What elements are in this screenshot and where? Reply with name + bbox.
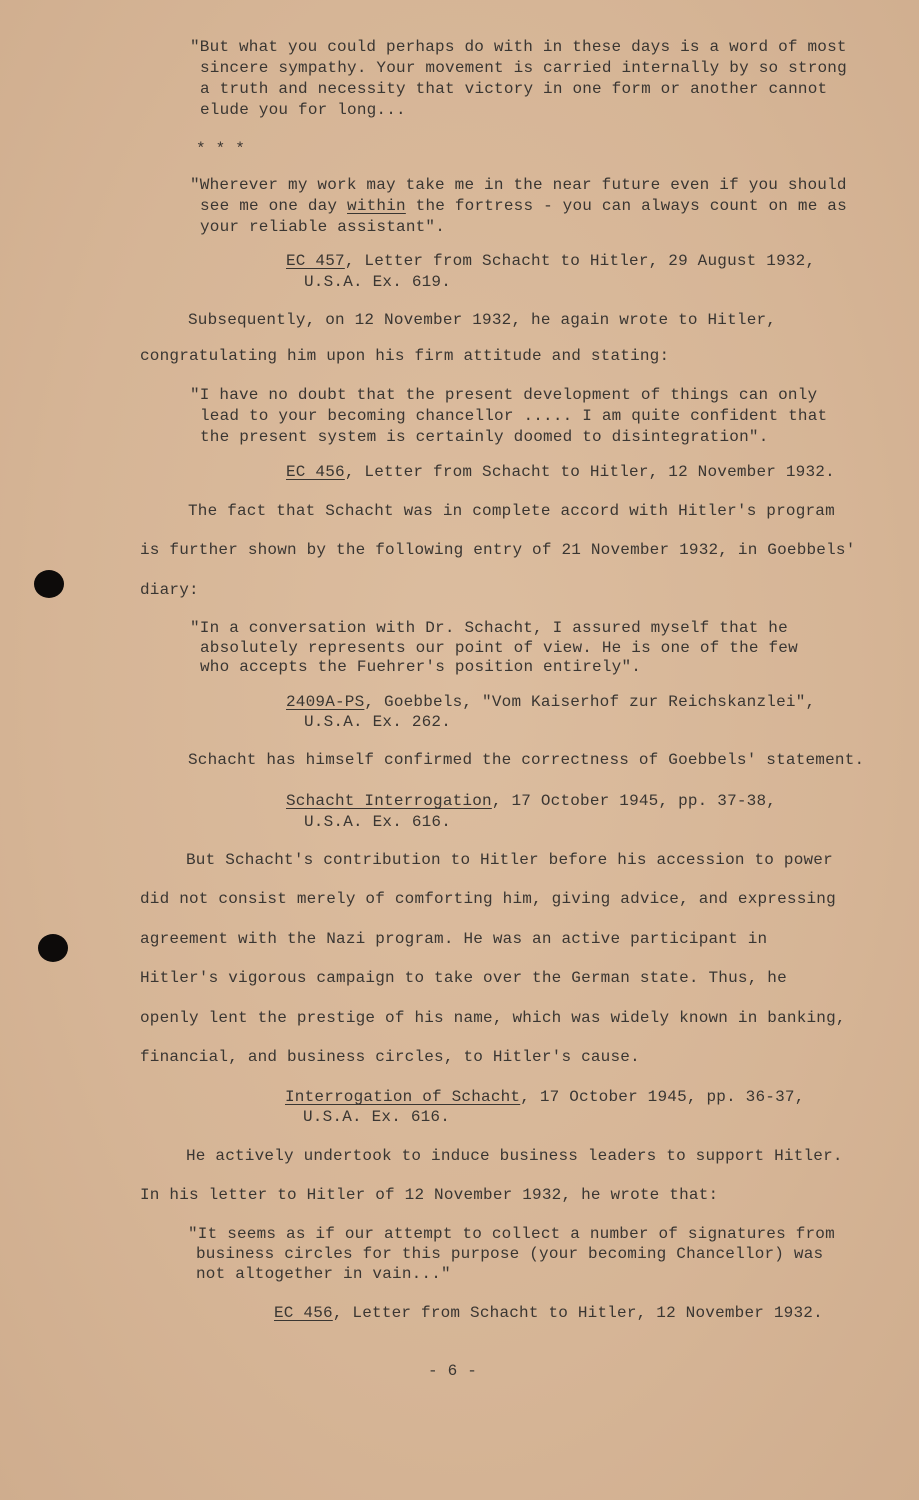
section-separator: * * * bbox=[196, 140, 246, 158]
document-page: "But what you could perhaps do with in these days is a word of most sincere sympathy. Your movement is carried internally by so strong a truth and necessity that victory in one form or another cannot elude you for long... * * * "Wherever my work may take me in the near future even if you should see me one day within the fortress - you can always count on me as your reliable assistant". EC 457, Letter from Schacht to Hitler, 29 August 1932, U.S.A. Ex. 619. Subsequently, on 12 November 1932, he again wrote to Hitler, congratulating him upon his firm attitude and stating: "I have no doubt that the present development of things can only lead to your becoming chancellor ..... I am quite confident that the present system is certainly doomed to disintegration". EC 456, Letter from Schacht to Hitler, 12 November 1932. The fact that Schacht was in complete accord with Hitler's program is further shown by the following entry of 21 November 1932, in Goebbels' diary: "In a conversation with Dr. Schacht, I assured myself that he absolutely represents our point of view. He is one of the few who accepts the Fuehrer's position entirely". 2409A-PS, Goebbels, "Vom Kaiserhof zur Reichskanzlei", U.S.A. Ex. 262. Schacht has himself confirmed the correctness of Goebbels' statement. Schacht Interrogation, 17 October 1945, pp. 37-38, U.S.A. Ex. 616. But Schacht's contribution to Hitler before his accession to power did not consist merely of comforting him, giving advice, and expressing agreement with the Nazi program. He was an active participant in Hitler's vigorous campaign to take over the German state. Thus, he openly lent the prestige of his name, which was widely known in banking, financial, and business circles, to Hitler's cause. Interrogation of Schacht, 17 October 1945, pp. 36-37, U.S.A. Ex. 616. He actively undertook to induce business leaders to support Hitler. In his letter to Hitler of 12 November 1932, he wrote that: "It seems as if our attempt to collect a number of signatures from business circles for this purpose (your becoming Chancellor) was not altogether in vain..." EC 456, Letter from Schacht to Hitler, 12 November 1932. - 6 - bbox=[0, 0, 919, 1500]
punch-hole-upper bbox=[34, 570, 64, 598]
quote-line: elude you for long... bbox=[200, 101, 406, 119]
quote-line: see me one day within the fortress - you can always count on me as bbox=[200, 197, 847, 215]
quote-line: your reliable assistant". bbox=[200, 218, 446, 236]
quote-line: "But what you could perhaps do with in these days is a word of most bbox=[190, 38, 847, 56]
quote-line: "Wherever my work may take me in the near future even if you should bbox=[190, 176, 847, 194]
citation-ref: EC 456 bbox=[274, 1304, 333, 1322]
citation-ref: Schacht Interrogation bbox=[286, 792, 492, 810]
page-number: - 6 - bbox=[428, 1362, 478, 1380]
punch-hole-lower bbox=[38, 934, 68, 962]
citation-ref: EC 456 bbox=[286, 463, 345, 481]
quote-line: a truth and necessity that victory in one form or another cannot bbox=[200, 80, 828, 98]
citation-ref: Interrogation of Schacht bbox=[285, 1088, 521, 1106]
citation-ref: EC 457 bbox=[286, 252, 345, 270]
citation-ref: 2409A-PS bbox=[286, 693, 365, 711]
quote-line: sincere sympathy. Your movement is carried internally by so strong bbox=[200, 59, 847, 77]
